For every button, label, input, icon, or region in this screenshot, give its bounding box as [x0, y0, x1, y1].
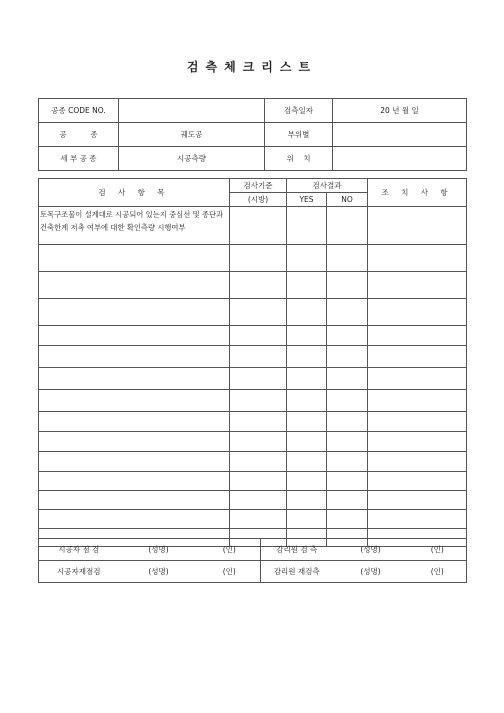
- contractor-recheck-name[interactable]: (성명): [119, 561, 199, 583]
- document-title: 검측체크리스트: [186, 60, 318, 74]
- contractor-check-name[interactable]: (성명): [119, 539, 199, 561]
- checklist-table: [38, 178, 467, 547]
- contractor-check-seal[interactable]: (인): [199, 539, 261, 561]
- part-value[interactable]: [333, 123, 467, 147]
- action-cell[interactable]: [368, 207, 467, 245]
- standard-cell[interactable]: [230, 245, 287, 272]
- item-cell[interactable]: [39, 412, 230, 432]
- item-cell[interactable]: [39, 432, 230, 452]
- standard-cell[interactable]: [230, 346, 287, 368]
- header-standard: 검사기준: [230, 179, 287, 193]
- standard-cell[interactable]: [230, 412, 287, 432]
- contractor-recheck-seal[interactable]: (인): [199, 561, 261, 583]
- checklist-row: [39, 245, 467, 272]
- item-cell[interactable]: [39, 272, 230, 299]
- no-cell[interactable]: [327, 207, 368, 245]
- info-table: [38, 98, 467, 171]
- yes-cell[interactable]: [287, 299, 327, 326]
- contractor-check-label: 시공자 점 검: [39, 539, 119, 561]
- checklist-row: [39, 368, 467, 390]
- yes-cell[interactable]: [287, 390, 327, 412]
- checklist-row: [39, 510, 467, 529]
- info-row-code: [39, 99, 467, 123]
- standard-cell[interactable]: [230, 452, 287, 472]
- header-yes: YES: [287, 193, 327, 207]
- checklist-row: [39, 326, 467, 346]
- yes-cell[interactable]: [287, 510, 327, 529]
- yes-cell[interactable]: [287, 346, 327, 368]
- item-cell[interactable]: [39, 452, 230, 472]
- checklist-row: [39, 299, 467, 326]
- action-cell[interactable]: [368, 510, 467, 529]
- action-cell[interactable]: [368, 491, 467, 510]
- header-no: NO: [327, 193, 368, 207]
- checklist-row: [39, 412, 467, 432]
- supervisor-reinspect-seal[interactable]: (인): [409, 561, 467, 583]
- action-cell[interactable]: [368, 245, 467, 272]
- action-cell[interactable]: [368, 390, 467, 412]
- checklist-header-row: [39, 179, 467, 193]
- standard-cell[interactable]: [230, 472, 287, 491]
- yes-cell[interactable]: [287, 272, 327, 299]
- signature-row: [39, 561, 467, 583]
- standard-cell[interactable]: [230, 491, 287, 510]
- inspection-date-value[interactable]: 20 년 월 일: [333, 99, 467, 123]
- action-cell[interactable]: [368, 272, 467, 299]
- action-cell[interactable]: [368, 432, 467, 452]
- standard-cell[interactable]: [230, 207, 287, 245]
- checklist-item-text: 토목구조물이 설계대로 시공되어 있는지 중심선 및 종단과 건축한계 저촉 여부에 대한 확인측량 시행여부: [39, 207, 230, 245]
- item-cell[interactable]: [39, 368, 230, 390]
- work-type-value[interactable]: 궤도공: [119, 123, 265, 147]
- item-cell[interactable]: [39, 245, 230, 272]
- detail-work-value[interactable]: 시공측량: [119, 147, 265, 171]
- header-result: 검사결과: [287, 179, 368, 193]
- standard-cell[interactable]: [230, 299, 287, 326]
- no-cell[interactable]: [327, 368, 368, 390]
- no-cell[interactable]: [327, 412, 368, 432]
- yes-cell[interactable]: [287, 245, 327, 272]
- supervisor-inspect-name[interactable]: (성명): [333, 539, 409, 561]
- item-cell[interactable]: [39, 510, 230, 529]
- standard-cell[interactable]: [230, 368, 287, 390]
- yes-cell[interactable]: [287, 491, 327, 510]
- item-cell[interactable]: [39, 346, 230, 368]
- signature-row: [39, 539, 467, 561]
- contractor-recheck-label: 시공자재점검: [39, 561, 119, 583]
- yes-cell[interactable]: [287, 452, 327, 472]
- work-type-label: 공 종: [39, 123, 119, 147]
- inspection-date-label: 검측일자: [265, 99, 333, 123]
- location-value[interactable]: [333, 147, 467, 171]
- yes-cell[interactable]: [287, 368, 327, 390]
- no-cell[interactable]: [327, 299, 368, 326]
- checklist-row: [39, 272, 467, 299]
- standard-cell[interactable]: [230, 326, 287, 346]
- action-cell[interactable]: [368, 368, 467, 390]
- checklist-row: [39, 432, 467, 452]
- supervisor-reinspect-label: 감리원 재검측: [261, 561, 333, 583]
- checklist-row: [39, 346, 467, 368]
- item-cell[interactable]: [39, 491, 230, 510]
- info-row-detail: [39, 147, 467, 171]
- no-cell[interactable]: [327, 452, 368, 472]
- yes-cell[interactable]: [287, 432, 327, 452]
- supervisor-inspect-seal[interactable]: (인): [409, 539, 467, 561]
- action-cell[interactable]: [368, 412, 467, 432]
- yes-cell[interactable]: [287, 207, 327, 245]
- no-cell[interactable]: [327, 472, 368, 491]
- no-cell[interactable]: [327, 346, 368, 368]
- no-cell[interactable]: [327, 491, 368, 510]
- code-label: 공종 CODE NO.: [39, 99, 119, 123]
- standard-cell[interactable]: [230, 390, 287, 412]
- standard-cell[interactable]: [230, 272, 287, 299]
- checklist-row: [39, 207, 467, 245]
- standard-cell[interactable]: [230, 510, 287, 529]
- action-cell[interactable]: [368, 452, 467, 472]
- action-cell[interactable]: [368, 299, 467, 326]
- checklist-row: [39, 491, 467, 510]
- checklist-row: [39, 390, 467, 412]
- action-cell[interactable]: [368, 472, 467, 491]
- no-cell[interactable]: [327, 272, 368, 299]
- yes-cell[interactable]: [287, 326, 327, 346]
- header-item: 검 사 항 목: [39, 179, 230, 207]
- supervisor-inspect-label: 감리원 검 측: [261, 539, 333, 561]
- action-cell[interactable]: [368, 326, 467, 346]
- signature-table: [38, 538, 467, 583]
- detail-work-label: 세 부 공 종: [39, 147, 119, 171]
- info-row-work: [39, 123, 467, 147]
- action-cell[interactable]: [368, 346, 467, 368]
- no-cell[interactable]: [327, 510, 368, 529]
- supervisor-reinspect-name[interactable]: (성명): [333, 561, 409, 583]
- checklist-row: [39, 472, 467, 491]
- yes-cell[interactable]: [287, 412, 327, 432]
- yes-cell[interactable]: [287, 472, 327, 491]
- no-cell[interactable]: [327, 245, 368, 272]
- part-label: 부위별: [265, 123, 333, 147]
- item-cell[interactable]: [39, 299, 230, 326]
- code-value[interactable]: [119, 99, 265, 123]
- header-method: (시방): [230, 193, 287, 207]
- item-cell[interactable]: [39, 472, 230, 491]
- item-cell[interactable]: [39, 326, 230, 346]
- standard-cell[interactable]: [230, 432, 287, 452]
- checklist-row: [39, 452, 467, 472]
- item-cell[interactable]: [39, 390, 230, 412]
- header-action: 조 치 사 항: [368, 179, 467, 207]
- no-cell[interactable]: [327, 326, 368, 346]
- no-cell[interactable]: [327, 390, 368, 412]
- no-cell[interactable]: [327, 432, 368, 452]
- location-label: 위 치: [265, 147, 333, 171]
